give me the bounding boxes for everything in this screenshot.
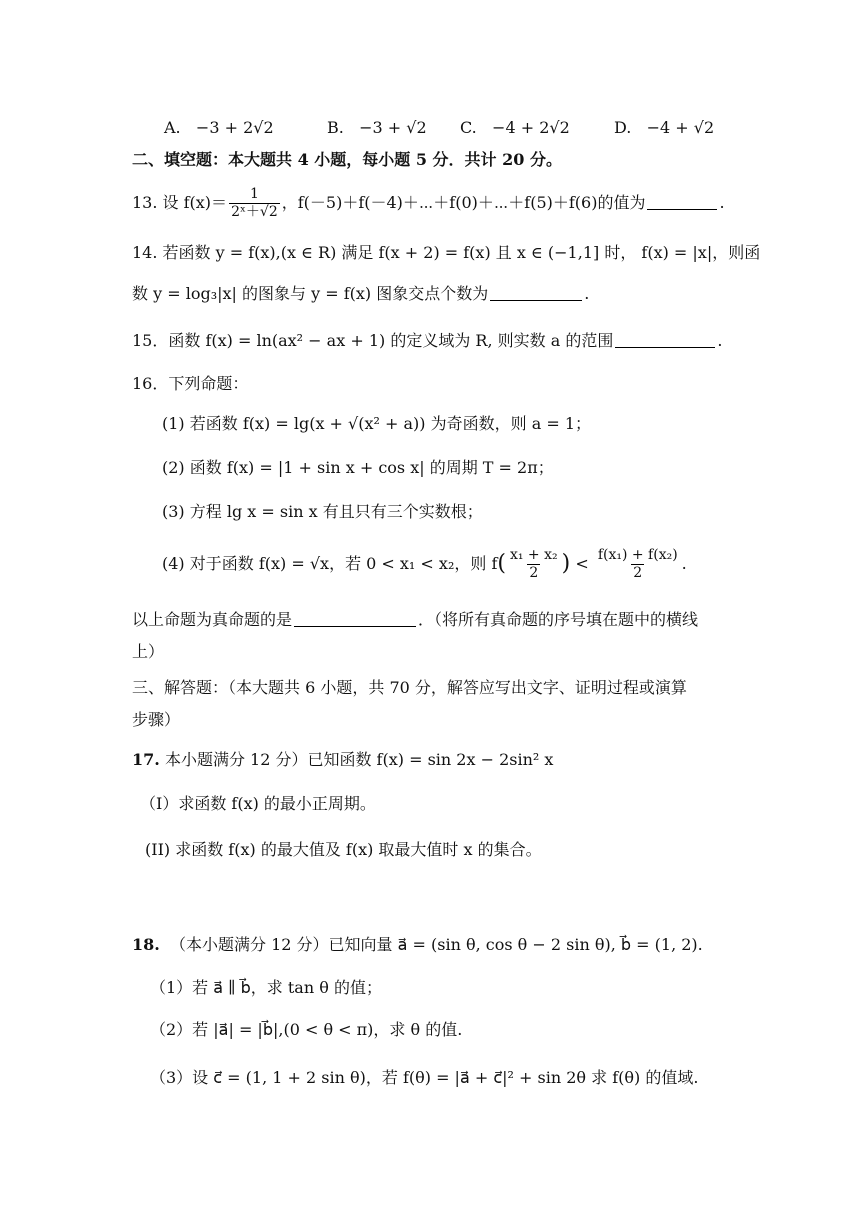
q16-frac1-num: x₁ + x₂ [509,547,558,563]
q13-frac-num: 1 [249,186,259,202]
section3-header-line1: 三、解答题：（本大题共 6 小题，共 70 分，解答应写出文字、证明过程或演算 [132,678,687,697]
q13-suffix: ，f(－5)＋f(－4)＋⋯＋f(0)＋⋯＋f(5)＋f(6)的值为 [281,192,646,212]
choice-a [164,118,274,137]
q15-end: . [717,331,723,350]
q13-answer-blank[interactable] [647,208,717,210]
q17-part-1: （I）求函数 f(x) 的最小正周期。 [140,794,376,813]
question-13 [132,186,725,221]
section3-header-line2: 步骤） [132,710,181,729]
q14-end: . [584,284,590,303]
q16-item-1: (1) 若函数 f(x) = lg(x + √(x² + a)) 为奇函数，则 a = 1； [162,414,591,433]
q16-item-3: (3) 方程 lg x = sin x 有且只有三个实数根； [162,502,483,521]
q14-answer-blank[interactable] [490,299,582,301]
q18-title: （本小题满分 12 分）已知向量 a⃗ = (sin θ, cos θ − 2 sin θ), b⃗ = (1, 2). [170,935,703,954]
choice-b-value: −3 + √2 [359,118,427,137]
q13-fraction [229,186,280,221]
question-14-line1: 14. 若函数 y = f(x),(x ∈ R) 满足 f(x + 2) = f(x) 且 x ∈ (−1,1] 时， f(x) = |x|，则函 [132,243,761,262]
choice-a-value: −3 + 2√2 [195,118,274,137]
choice-c [460,118,570,137]
q18-part-1: （1）若 a⃗ ∥ b⃗，求 tan θ 的值； [150,978,382,997]
question-14-line2 [132,284,589,303]
choice-d [614,118,714,137]
q17-number: 17. [132,750,160,769]
q16-item-4: (4) 对于函数 f(x) = √x，若 0 < x₁ < x₂，则 f( $\frac{\text{x₁ + x₂}}{2}$ ) < $\frac{\text{f(x₁) + f(x₂)}}{2}$ . [162,547,687,581]
q16-conclusion-suffix: ．（将所有真命题的序号填在题中的横线 [418,610,699,629]
question-15 [132,331,722,350]
q16-item4-end: . [681,553,687,573]
q16-item4-frac2 [596,547,680,582]
choice-c-value: −4 + 2√2 [492,118,570,137]
q16-frac1-den: 2 [529,564,539,581]
choice-c-label: C. [460,118,477,137]
q17-title: 本小题满分 12 分）已知函数 f(x) = sin 2x − 2sin² x [164,750,554,769]
q18-part-2: （2）若 |a⃗| = |b⃗|,(0 < θ < π)，求 θ 的值. [150,1020,463,1039]
q16-conclusion-prefix: 以上命题为真命题的是 [132,610,293,629]
q13-frac-den: 2ˣ＋√2 [231,203,278,220]
q16-item-2: (2) 函数 f(x) = |1 + sin x + cos x| 的周期 T = 2π； [162,458,554,477]
q18-part-3: （3）设 c⃗ = (1, 1 + 2 sin θ)，若 f(θ) = |a⃗ + c⃗|² + sin 2θ 求 f(θ) 的值域. [150,1068,699,1087]
q15-prefix: 15．函数 f(x) = ln(ax² − ax + 1) 的定义域为 R, 则实数 a 的范围 [132,331,614,350]
q16-item4-prefix: (4) 对于函数 f(x) = √x，若 0 < x₁ < x₂，则 f [162,553,498,573]
q16-frac2-den: 2 [633,564,643,581]
q15-answer-blank[interactable] [615,346,715,348]
q16-item4-lt: < [575,553,589,573]
q16-item4-frac1 [508,547,560,582]
choice-b-label: B. [327,118,344,137]
q16-answer-blank[interactable] [294,625,416,627]
choice-b [327,118,427,137]
q14-prefix: 数 y = log₃|x| 的图象与 y = f(x) 图象交点个数为 [132,284,489,303]
q18-number: 18. [132,935,160,954]
q17-part-2: (II) 求函数 f(x) 的最大值及 f(x) 取最大值时 x 的集合。 [145,840,542,859]
q16-conclusion-line1 [132,610,698,629]
q16-frac2-num: f(x₁) + f(x₂) [597,547,678,563]
section2-header: 二、填空题：本大题共 4 小题，每小题 5 分．共计 20 分。 [132,150,562,169]
q16-conclusion-line2: 上） [132,642,165,661]
question-17-title [132,750,553,769]
question-16-title: 16．下列命题： [132,374,249,393]
choice-d-value: −4 + √2 [646,118,715,137]
question-18-title [132,935,703,954]
choice-d-label: D. [614,118,632,137]
q13-end: . [719,192,725,212]
choice-a-label: A. [164,118,181,137]
q13-prefix: 13. 设 f(x)＝ [132,192,228,212]
